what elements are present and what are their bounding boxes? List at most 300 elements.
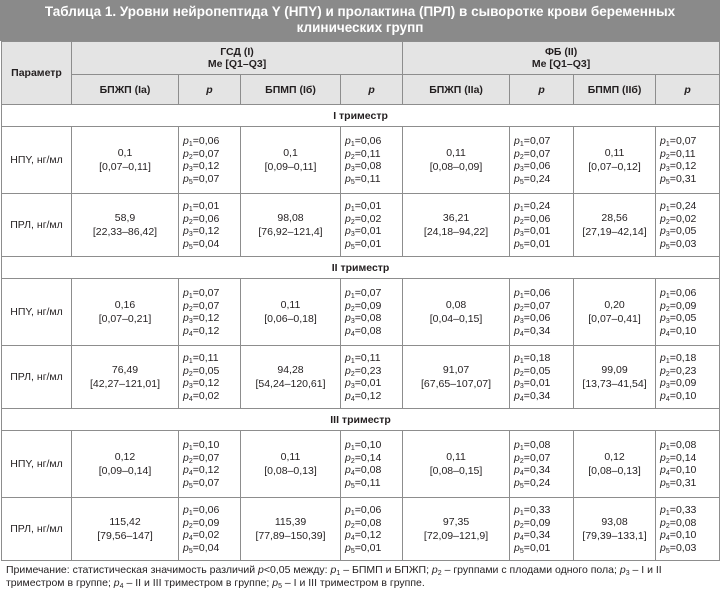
p-index: 1 xyxy=(665,510,670,517)
p-equals: = xyxy=(354,352,361,364)
p-equals: = xyxy=(669,389,676,402)
value-cell xyxy=(574,279,656,346)
p-value: 0,34 xyxy=(529,529,551,541)
p-value: 0,07 xyxy=(529,135,551,147)
median-value: 36,21 xyxy=(442,212,470,224)
value-cell xyxy=(574,431,656,498)
p-index: 3 xyxy=(350,318,355,325)
p-symbol: p xyxy=(183,439,189,451)
p-index: 2 xyxy=(188,153,193,161)
p-equals: = xyxy=(354,464,361,476)
p-value: 0,08 xyxy=(360,312,382,324)
p-value: 0,10 xyxy=(675,324,697,337)
p-value: 0,12 xyxy=(198,225,220,237)
table-note xyxy=(0,561,720,590)
p-value-line xyxy=(345,148,402,161)
p-symbol: p xyxy=(183,299,189,312)
trimester-label: I триместр xyxy=(2,105,720,127)
p-symbol: p xyxy=(183,200,189,212)
p-symbol: p xyxy=(345,364,351,377)
p-values-cell xyxy=(510,127,574,194)
p-equals: = xyxy=(669,287,676,299)
p-value-line xyxy=(660,504,719,517)
p-value-line xyxy=(660,439,719,452)
p-value-line xyxy=(345,300,402,313)
p-symbol: p xyxy=(345,212,351,225)
iqr-range: [77,89–150,39] xyxy=(255,530,326,542)
value-cell xyxy=(72,498,179,561)
p-value: 0,05 xyxy=(198,364,220,377)
p-value-line xyxy=(345,352,402,365)
p-value-line xyxy=(183,477,240,490)
p-values-cell xyxy=(179,194,241,257)
p-index: 5 xyxy=(188,178,193,186)
p-symbol: p xyxy=(660,237,666,250)
p-value: 0,10 xyxy=(198,439,220,451)
p-index: 2 xyxy=(519,153,524,161)
p-index: 4 xyxy=(519,470,524,477)
header-fb-stat: Me [Q1–Q3] xyxy=(531,58,591,70)
median-value: 94,28 xyxy=(277,364,304,376)
p-value: 0,05 xyxy=(529,364,551,377)
p-value-line xyxy=(183,225,240,238)
p-symbol: p xyxy=(660,504,666,516)
p-value-line xyxy=(514,517,573,530)
p-index: 4 xyxy=(665,535,670,542)
value-cell xyxy=(403,498,510,561)
p-value: 0,12 xyxy=(198,377,220,389)
p-values-cell xyxy=(510,194,574,257)
median-value: 28,56 xyxy=(601,212,628,224)
p-value-line xyxy=(660,390,719,403)
p-index: 3 xyxy=(350,166,355,173)
p-symbol: p xyxy=(514,200,520,212)
p-value: 0,34 xyxy=(529,464,551,476)
iqr-range: [0,08–0,15] xyxy=(429,465,483,477)
p-value-line xyxy=(183,529,240,542)
table-row xyxy=(2,194,720,257)
p-value: 0,06 xyxy=(529,212,551,225)
p-index: 5 xyxy=(188,547,193,555)
header-col-p xyxy=(510,75,574,105)
p-value: 0,33 xyxy=(529,504,551,516)
p-index: 2 xyxy=(665,153,670,161)
p-equals: = xyxy=(354,364,361,377)
p-value: 0,07 xyxy=(198,287,220,299)
p-value: 0,02 xyxy=(360,212,382,225)
p-value-line xyxy=(514,477,573,490)
p-equals: = xyxy=(669,541,676,554)
header-col-p xyxy=(179,75,241,105)
p-value-line xyxy=(514,287,573,300)
p-index: 1 xyxy=(519,358,524,365)
p-value: 0,24 xyxy=(675,200,697,212)
p-index: 5 xyxy=(350,547,355,555)
p-value: 0,10 xyxy=(675,529,697,541)
p-equals: = xyxy=(523,529,530,541)
p-symbol: p xyxy=(514,160,520,172)
p-value-line xyxy=(183,390,240,403)
p-symbol: p xyxy=(345,451,351,464)
p-index: 5 xyxy=(188,243,193,251)
median-value: 99,09 xyxy=(601,364,628,376)
p-value-line xyxy=(660,365,719,378)
p-value-line xyxy=(514,173,573,186)
header-param: Параметр xyxy=(2,42,72,105)
p-value-line xyxy=(183,160,240,173)
header-col-p-label: p xyxy=(206,83,213,96)
p-values-cell xyxy=(179,498,241,561)
p-index: 1 xyxy=(350,141,355,148)
p-value: 0,11 xyxy=(360,147,381,160)
iqr-range: [0,09–0,14] xyxy=(98,465,152,477)
p-values-cell xyxy=(341,346,403,409)
p-value-line xyxy=(660,542,719,555)
p-value-line xyxy=(183,504,240,517)
p-equals: = xyxy=(192,135,199,147)
note-item-text: – I и II триместром в группе; xyxy=(6,564,662,589)
p-value: 0,03 xyxy=(675,541,697,554)
p-value: 0,04 xyxy=(198,541,220,554)
p-symbol: p xyxy=(660,377,666,389)
iqr-range: [0,07–0,12] xyxy=(588,161,641,173)
p-symbol: p xyxy=(183,364,189,377)
p-index: 5 xyxy=(519,482,524,490)
p-value: 0,06 xyxy=(360,504,382,516)
p-value: 0,33 xyxy=(675,504,697,516)
p-index: 1 xyxy=(665,445,670,452)
p-equals: = xyxy=(669,324,676,337)
p-value-line xyxy=(345,225,402,238)
p-symbol: p xyxy=(183,212,189,225)
p-index: 3 xyxy=(519,231,524,238)
p-equals: = xyxy=(669,135,676,147)
p-equals: = xyxy=(669,377,676,389)
p-index: 5 xyxy=(665,243,670,251)
trimester-label: III триместр xyxy=(2,409,720,431)
p-index: 2 xyxy=(350,370,355,378)
p-value: 0,11 xyxy=(360,352,381,364)
p-equals: = xyxy=(354,225,361,237)
p-equals: = xyxy=(192,172,199,185)
p-value-line xyxy=(514,225,573,238)
p-symbol: p xyxy=(660,324,666,337)
p-symbol: p xyxy=(183,464,189,476)
p-value: 0,12 xyxy=(198,464,220,476)
p-symbol: p xyxy=(660,516,666,529)
p-value: 0,18 xyxy=(675,352,697,364)
p-index: 2 xyxy=(665,522,670,530)
value-cell xyxy=(403,279,510,346)
p-value-line xyxy=(345,504,402,517)
p-value: 0,02 xyxy=(675,212,697,225)
p-equals: = xyxy=(523,237,530,250)
median-value: 98,08 xyxy=(277,212,304,224)
p-index: 3 xyxy=(188,166,193,173)
p-value: 0,11 xyxy=(198,352,219,364)
p-symbol: p xyxy=(345,200,351,212)
p-value: 0,24 xyxy=(529,172,551,185)
p-equals: = xyxy=(354,299,361,312)
p-equals: = xyxy=(523,516,530,529)
p-equals: = xyxy=(192,516,199,529)
trimester-row xyxy=(2,257,720,279)
iqr-range: [24,18–94,22] xyxy=(423,226,489,238)
p-symbol: p xyxy=(660,287,666,299)
p-value-line xyxy=(345,312,402,325)
p-values-cell xyxy=(179,279,241,346)
p-symbol: p xyxy=(183,160,189,172)
header-col-p xyxy=(656,75,720,105)
p-equals: = xyxy=(354,287,361,299)
p-symbol: p xyxy=(345,529,351,541)
p-value-line xyxy=(660,173,719,186)
p-equals: = xyxy=(192,389,199,402)
p-symbol: p xyxy=(660,299,666,312)
p-symbol: p xyxy=(345,516,351,529)
header-col-p xyxy=(341,75,403,105)
p-value-line xyxy=(183,464,240,477)
p-value: 0,06 xyxy=(360,135,382,147)
p-equals: = xyxy=(192,504,199,516)
p-value: 0,04 xyxy=(198,237,220,250)
p-value: 0,08 xyxy=(360,516,382,529)
p-value-line xyxy=(660,325,719,338)
p-equals: = xyxy=(669,172,676,185)
p-value-line xyxy=(345,542,402,555)
value-cell xyxy=(241,194,341,257)
p-value-line xyxy=(660,287,719,300)
p-symbol: p xyxy=(183,172,189,185)
p-symbol: p xyxy=(660,160,666,172)
median-value: 0,11 xyxy=(280,299,301,311)
p-index: 5 xyxy=(350,482,355,490)
p-symbol: p xyxy=(660,529,666,541)
p-value: 0,34 xyxy=(529,324,551,337)
p-equals: = xyxy=(669,504,676,516)
p-value-line xyxy=(345,287,402,300)
p-index: 1 xyxy=(350,358,355,365)
p-value-line xyxy=(660,452,719,465)
p-index: 3 xyxy=(665,231,670,238)
p-equals: = xyxy=(523,377,530,389)
p-symbol: p xyxy=(345,287,351,299)
p-value-line xyxy=(183,312,240,325)
median-value: 0,12 xyxy=(114,451,136,463)
value-cell xyxy=(241,431,341,498)
p-values-cell xyxy=(510,498,574,561)
note-p-index: 3 xyxy=(625,570,630,577)
iqr-range: [22,33–86,42] xyxy=(92,226,158,238)
p-equals: = xyxy=(192,464,199,476)
p-equals: = xyxy=(354,541,361,554)
p-value: 0,06 xyxy=(529,312,551,324)
p-value: 0,03 xyxy=(675,237,697,250)
p-value: 0,01 xyxy=(360,200,382,212)
p-symbol: p xyxy=(345,352,351,364)
p-equals: = xyxy=(192,324,199,337)
p-value-line xyxy=(514,504,573,517)
p-index: 3 xyxy=(350,383,355,390)
p-symbol: p xyxy=(183,516,189,529)
p-value-line xyxy=(345,200,402,213)
p-symbol: p xyxy=(514,541,520,554)
p-index: 2 xyxy=(665,457,670,465)
p-value-line xyxy=(514,365,573,378)
p-values-cell xyxy=(656,194,720,257)
p-equals: = xyxy=(669,464,676,476)
p-values-cell xyxy=(656,127,720,194)
p-equals: = xyxy=(669,364,676,377)
p-index: 3 xyxy=(665,383,670,390)
median-value: 0,16 xyxy=(114,299,136,311)
p-value-line xyxy=(345,529,402,542)
p-index: 2 xyxy=(188,457,193,465)
p-index: 2 xyxy=(188,305,193,313)
header-gsd-group xyxy=(72,42,403,75)
data-table xyxy=(1,41,720,561)
note-p-index: 4 xyxy=(119,583,124,590)
p-value-line xyxy=(183,173,240,186)
p-equals: = xyxy=(523,541,530,554)
p-equals: = xyxy=(523,172,530,185)
p-symbol: p xyxy=(183,476,189,489)
p-index: 1 xyxy=(188,141,193,148)
p-index: 3 xyxy=(350,231,355,238)
p-value: 0,08 xyxy=(675,439,697,451)
p-value: 0,08 xyxy=(360,464,382,476)
p-value: 0,12 xyxy=(198,324,220,337)
p-value: 0,07 xyxy=(198,172,220,185)
p-value: 0,12 xyxy=(675,160,697,172)
p-equals: = xyxy=(523,352,530,364)
p-index: 2 xyxy=(519,457,524,465)
p-value-line xyxy=(183,452,240,465)
note-p-symbol: p xyxy=(619,564,626,576)
p-equals: = xyxy=(669,439,676,451)
header-col-p-label: p xyxy=(538,83,545,96)
value-cell xyxy=(403,127,510,194)
p-value-line xyxy=(514,238,573,251)
p-symbol: p xyxy=(514,225,520,237)
p-equals: = xyxy=(523,504,530,516)
p-value-line xyxy=(514,312,573,325)
p-equals: = xyxy=(523,200,530,212)
p-value: 0,09 xyxy=(360,299,382,312)
p-equals: = xyxy=(192,287,199,299)
p-symbol: p xyxy=(660,364,666,377)
p-value: 0,24 xyxy=(529,200,551,212)
p-index: 3 xyxy=(665,166,670,173)
p-index: 5 xyxy=(188,482,193,490)
p-value-line xyxy=(514,542,573,555)
p-symbol: p xyxy=(183,237,189,250)
p-equals: = xyxy=(354,504,361,516)
p-symbol: p xyxy=(345,237,351,250)
p-index: 5 xyxy=(350,243,355,251)
note-item-text: – БПМП и БПЖП; xyxy=(340,564,432,576)
p-index: 4 xyxy=(665,330,670,338)
median-value: 0,1 xyxy=(283,147,298,159)
p-values-cell xyxy=(341,127,403,194)
p-value: 0,02 xyxy=(198,529,220,541)
note-item-text: – II и III триместром в группе; xyxy=(123,577,273,589)
p-value: 0,07 xyxy=(529,147,551,160)
p-index: 3 xyxy=(519,318,524,325)
iqr-range: [0,04–0,15] xyxy=(429,313,483,325)
table-row xyxy=(2,498,720,561)
p-value: 0,06 xyxy=(198,504,220,516)
header-fb-group-name: ФБ (II) xyxy=(544,46,578,58)
p-value: 0,02 xyxy=(198,389,220,402)
p-value-line xyxy=(514,135,573,148)
p-value-line xyxy=(514,464,573,477)
p-value: 0,11 xyxy=(675,147,696,160)
p-value: 0,01 xyxy=(360,237,382,250)
p-symbol: p xyxy=(183,352,189,364)
p-value: 0,01 xyxy=(529,225,551,237)
p-equals: = xyxy=(192,364,199,377)
table-row xyxy=(2,279,720,346)
p-equals: = xyxy=(523,324,530,337)
p-value: 0,12 xyxy=(198,160,220,172)
p-equals: = xyxy=(523,225,530,237)
p-equals: = xyxy=(669,312,676,324)
p-value-line xyxy=(183,542,240,555)
p-value: 0,23 xyxy=(675,364,697,377)
p-value-line xyxy=(183,325,240,338)
header-fb-group xyxy=(403,42,720,75)
p-symbol: p xyxy=(660,135,666,147)
p-symbol: p xyxy=(345,504,351,516)
param-cell: ПРЛ, нг/мл xyxy=(2,498,72,561)
median-value: 0,11 xyxy=(604,147,625,159)
p-symbol: p xyxy=(345,135,351,147)
p-value: 0,05 xyxy=(675,312,697,324)
p-equals: = xyxy=(192,451,199,464)
p-equals: = xyxy=(354,237,361,250)
param-cell: НПY, нг/мл xyxy=(2,127,72,194)
p-values-cell xyxy=(341,431,403,498)
p-index: 2 xyxy=(188,370,193,378)
p-symbol: p xyxy=(183,312,189,324)
p-value-line xyxy=(345,325,402,338)
p-symbol: p xyxy=(514,439,520,451)
p-symbol: p xyxy=(345,160,351,172)
p-value: 0,31 xyxy=(675,172,697,185)
p-value: 0,07 xyxy=(360,287,382,299)
p-index: 1 xyxy=(188,445,193,452)
param-cell: ПРЛ, нг/мл xyxy=(2,194,72,257)
p-value-line xyxy=(345,135,402,148)
p-index: 2 xyxy=(665,305,670,313)
p-index: 5 xyxy=(519,178,524,186)
p-equals: = xyxy=(354,135,361,147)
p-index: 1 xyxy=(188,510,193,517)
p-value-line xyxy=(345,439,402,452)
param-cell: НПY, нг/мл xyxy=(2,279,72,346)
p-equals: = xyxy=(669,529,676,541)
median-value: 0,1 xyxy=(117,147,133,159)
header-gsd-stat: Me [Q1–Q3] xyxy=(207,58,267,70)
p-values-cell xyxy=(179,127,241,194)
p-value: 0,07 xyxy=(675,135,697,147)
p-value-line xyxy=(660,352,719,365)
p-value: 0,08 xyxy=(360,160,382,172)
p-symbol: p xyxy=(183,451,189,464)
p-index: 4 xyxy=(665,395,670,403)
value-cell xyxy=(72,279,179,346)
